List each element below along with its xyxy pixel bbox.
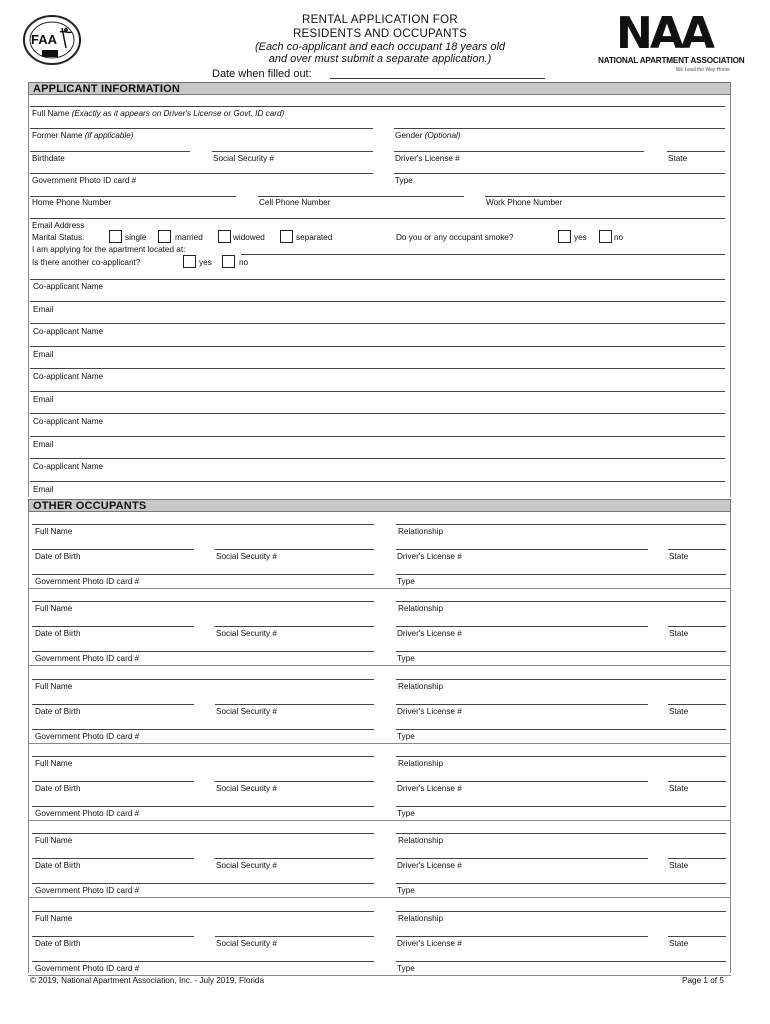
- work-phone-field[interactable]: [485, 196, 725, 197]
- occupant-ssn-label: Social Security #: [216, 552, 277, 561]
- occupant-drivers-license-label: Driver's License #: [397, 939, 462, 948]
- occupant-gov-id-field[interactable]: [32, 651, 374, 652]
- occupant-ssn-label: Social Security #: [216, 707, 277, 716]
- occupant-drivers-license-field[interactable]: [396, 704, 648, 705]
- coapplicant-divider: [30, 279, 725, 280]
- occupant-id-type-field[interactable]: [396, 806, 726, 807]
- former-name-label: Former Name (if applicable): [32, 131, 134, 140]
- occupant-id-type-label: Type: [397, 654, 415, 663]
- occupant-id-type-field[interactable]: [396, 961, 726, 962]
- coapplicant-email-label: Email: [33, 485, 54, 494]
- occupant-id-type-label: Type: [397, 577, 415, 586]
- occupant-full-name-field[interactable]: [32, 524, 374, 525]
- occupant-full-name-field[interactable]: [32, 833, 374, 834]
- occupant-gov-id-field[interactable]: [32, 574, 374, 575]
- occupant-gov-id-field[interactable]: [32, 961, 374, 962]
- occupant-relationship-label: Relationship: [398, 604, 444, 613]
- marital-single-checkbox[interactable]: [109, 230, 122, 243]
- state-label: State: [668, 154, 688, 163]
- occupant-dob-label: Date of Birth: [35, 861, 81, 870]
- occupant-ssn-label: Social Security #: [216, 784, 277, 793]
- occupant-relationship-field[interactable]: [396, 679, 726, 680]
- id-type-label: Type: [395, 176, 413, 185]
- coapplicant-no-label: no: [239, 258, 249, 267]
- apartment-location-label: I am applying for the apartment located at:: [32, 245, 186, 254]
- full-name-field[interactable]: [30, 106, 725, 107]
- occupant-full-name-field[interactable]: [32, 911, 374, 912]
- occupant-dob-field[interactable]: [32, 936, 194, 937]
- coapplicant-name-label: Co-applicant Name: [33, 282, 104, 291]
- gender-field[interactable]: [394, 128, 725, 129]
- occupant-dob-field[interactable]: [32, 781, 194, 782]
- coapplicant-email-field[interactable]: [30, 413, 725, 414]
- occupant-dob-label: Date of Birth: [35, 707, 81, 716]
- gov-id-label: Government Photo ID card #: [32, 176, 137, 185]
- occupant-dob-label: Date of Birth: [35, 629, 81, 638]
- occupants-section-header: OTHER OCCUPANTS: [28, 499, 731, 512]
- copyright-text: © 2019, National Apartment Association, Inc. - July 2019, Florida: [30, 976, 265, 985]
- subtitle-line-2: and over must submit a separate application.): [268, 53, 492, 65]
- occupant-state-field[interactable]: [668, 549, 726, 550]
- occupant-state-label: State: [669, 707, 689, 716]
- occupant-gov-id-label: Government Photo ID card #: [35, 964, 140, 973]
- occupant-ssn-label: Social Security #: [216, 939, 277, 948]
- page-number: Page 1 of 5: [682, 976, 724, 985]
- occupant-drivers-license-label: Driver's License #: [397, 784, 462, 793]
- occupant-drivers-license-field[interactable]: [396, 936, 648, 937]
- occupant-relationship-label: Relationship: [398, 759, 444, 768]
- occupant-ssn-field[interactable]: [215, 704, 374, 705]
- coapplicant-name-field[interactable]: [30, 436, 725, 437]
- occupant-state-field[interactable]: [668, 626, 726, 627]
- occupant-full-name-field[interactable]: [32, 601, 374, 602]
- full-name-label: Full Name (Exactly as it appears on Driver's License or Govt. ID card): [32, 109, 285, 118]
- occupant-id-type-field[interactable]: [396, 651, 726, 652]
- occupant-gov-id-field[interactable]: [32, 729, 374, 730]
- smoke-yes-label: yes: [574, 233, 587, 242]
- occupant-dob-field[interactable]: [32, 626, 194, 627]
- marital-married-label: married: [175, 233, 203, 242]
- coapplicant-yes-label: yes: [199, 258, 212, 267]
- birthdate-label: Birthdate: [32, 154, 65, 163]
- occupant-full-name-label: Full Name: [35, 604, 73, 613]
- occupant-ssn-field[interactable]: [215, 858, 374, 859]
- state-field[interactable]: [667, 151, 725, 152]
- coapplicant-name-label: Co-applicant Name: [33, 372, 104, 381]
- frame-left: [28, 95, 29, 497]
- occupant-dob-label: Date of Birth: [35, 784, 81, 793]
- smoke-no-label: no: [614, 233, 624, 242]
- coapplicant-email-field[interactable]: [30, 323, 725, 324]
- occupant-divider: [28, 588, 731, 589]
- marital-separated-checkbox[interactable]: [280, 230, 293, 243]
- ssn-label: Social Security #: [213, 154, 274, 163]
- title-line-2: RESIDENTS AND OCCUPANTS: [292, 28, 468, 40]
- coapplicant-name-field[interactable]: [30, 391, 725, 392]
- occupant-drivers-license-label: Driver's License #: [397, 552, 462, 561]
- coapplicant-name-label: Co-applicant Name: [33, 462, 104, 471]
- coapplicant-name-field[interactable]: [30, 301, 725, 302]
- occupant-id-type-label: Type: [397, 732, 415, 741]
- occupant-gov-id-field[interactable]: [32, 883, 374, 884]
- occupant-full-name-label: Full Name: [35, 527, 73, 536]
- coapplicant-email-field[interactable]: [30, 368, 725, 369]
- work-phone-label: Work Phone Number: [486, 198, 563, 207]
- cell-phone-label: Cell Phone Number: [259, 198, 331, 207]
- coapplicant-name-label: Co-applicant Name: [33, 327, 104, 336]
- naa-logo-tagline: We Lead the Way Home: [675, 67, 730, 73]
- occupant-gov-id-field[interactable]: [32, 806, 374, 807]
- occupant-drivers-license-field[interactable]: [396, 626, 648, 627]
- occupant-state-label: State: [669, 784, 689, 793]
- occupant-relationship-label: Relationship: [398, 682, 444, 691]
- coapplicant-email-label: Email: [33, 395, 54, 404]
- occupant-gov-id-label: Government Photo ID card #: [35, 577, 140, 586]
- occupant-full-name-field[interactable]: [32, 679, 374, 680]
- occupant-dob-field[interactable]: [32, 549, 194, 550]
- occupant-state-field[interactable]: [668, 858, 726, 859]
- occupant-id-type-label: Type: [397, 809, 415, 818]
- coapplicant-yes-checkbox[interactable]: [183, 255, 196, 268]
- title-line-1: RENTAL APPLICATION FOR: [302, 14, 458, 26]
- coapplicant-name-label: Co-applicant Name: [33, 417, 104, 426]
- faa-logo-text: FAA: [31, 32, 57, 47]
- coapplicant-question-label: Is there another co-applicant?: [32, 258, 141, 267]
- ssn-field[interactable]: [212, 151, 373, 152]
- apartment-location-field[interactable]: [241, 254, 725, 255]
- occupant-relationship-field[interactable]: [396, 911, 726, 912]
- occupant-id-type-field[interactable]: [396, 729, 726, 730]
- coapplicant-name-field[interactable]: [30, 346, 725, 347]
- occupant-gov-id-label: Government Photo ID card #: [35, 809, 140, 818]
- occupant-divider: [28, 897, 731, 898]
- drivers-license-label: Driver's License #: [395, 154, 460, 163]
- date-filled-field[interactable]: [330, 78, 545, 79]
- occupant-dob-field[interactable]: [32, 704, 194, 705]
- occupant-id-type-label: Type: [397, 964, 415, 973]
- naa-logo-name: NATIONAL APARTMENT ASSOCIATION: [598, 56, 745, 65]
- occupant-id-type-field[interactable]: [396, 574, 726, 575]
- occupant-relationship-label: Relationship: [398, 836, 444, 845]
- faa-logo: [22, 14, 82, 66]
- occupant-full-name-field[interactable]: [32, 756, 374, 757]
- gov-id-field[interactable]: [30, 173, 373, 174]
- smoke-yes-checkbox[interactable]: [558, 230, 571, 243]
- coapplicant-email-field[interactable]: [30, 458, 725, 459]
- email-field[interactable]: [30, 218, 725, 219]
- occupant-ssn-field[interactable]: [215, 936, 374, 937]
- occupant-gov-id-label: Government Photo ID card #: [35, 654, 140, 663]
- naa-logo-wordmark: NAA: [616, 8, 712, 59]
- occupant-relationship-field[interactable]: [396, 524, 726, 525]
- marital-status-label: Marital Status:: [32, 233, 85, 242]
- occupant-dob-label: Date of Birth: [35, 939, 81, 948]
- occupant-relationship-label: Relationship: [398, 914, 444, 923]
- occupant-divider: [28, 743, 731, 744]
- marital-widowed-checkbox[interactable]: [218, 230, 231, 243]
- coapplicant-name-field[interactable]: [30, 481, 725, 482]
- applicant-section-header: APPLICANT INFORMATION: [28, 82, 731, 95]
- marital-separated-label: separated: [296, 233, 333, 242]
- occupant-id-type-field[interactable]: [396, 883, 726, 884]
- coapplicant-email-label: Email: [33, 305, 54, 314]
- occupant-ssn-label: Social Security #: [216, 861, 277, 870]
- occupant-gov-id-label: Government Photo ID card #: [35, 732, 140, 741]
- email-label: Email Address: [32, 221, 85, 230]
- occupant-state-label: State: [669, 939, 689, 948]
- drivers-license-field[interactable]: [394, 151, 644, 152]
- occupant-dob-label: Date of Birth: [35, 552, 81, 561]
- occupant-drivers-license-label: Driver's License #: [397, 861, 462, 870]
- coapplicant-email-label: Email: [33, 350, 54, 359]
- occupant-ssn-field[interactable]: [215, 626, 374, 627]
- marital-widowed-label: widowed: [233, 233, 265, 242]
- occupant-divider: [28, 820, 731, 821]
- occupant-ssn-label: Social Security #: [216, 629, 277, 638]
- occupant-divider: [28, 665, 731, 666]
- occupant-relationship-field[interactable]: [396, 601, 726, 602]
- occupant-drivers-license-field[interactable]: [396, 781, 648, 782]
- occupant-drivers-license-field[interactable]: [396, 858, 648, 859]
- occupant-full-name-label: Full Name: [35, 836, 73, 845]
- occupant-ssn-field[interactable]: [215, 549, 374, 550]
- occupant-state-field[interactable]: [668, 704, 726, 705]
- occupant-full-name-label: Full Name: [35, 682, 73, 691]
- smoke-question-label: Do you or any occupant smoke?: [396, 233, 514, 242]
- home-phone-label: Home Phone Number: [32, 198, 112, 207]
- occupant-state-label: State: [669, 552, 689, 561]
- occupant-relationship-field[interactable]: [396, 756, 726, 757]
- cell-phone-field[interactable]: [258, 196, 464, 197]
- former-name-field[interactable]: [30, 128, 373, 129]
- occupant-state-label: State: [669, 861, 689, 870]
- occupant-drivers-license-label: Driver's License #: [397, 629, 462, 638]
- occupant-ssn-field[interactable]: [215, 781, 374, 782]
- occupant-full-name-label: Full Name: [35, 914, 73, 923]
- occupant-full-name-label: Full Name: [35, 759, 73, 768]
- smoke-no-checkbox[interactable]: [599, 230, 612, 243]
- subtitle-line-1: (Each co-applicant and each occupant 18 years old: [254, 41, 506, 53]
- occupant-drivers-license-field[interactable]: [396, 549, 648, 550]
- home-phone-field[interactable]: [30, 196, 236, 197]
- coapplicant-email-label: Email: [33, 440, 54, 449]
- marital-single-label: single: [125, 233, 147, 242]
- date-filled-label: Date when filled out:: [212, 68, 312, 80]
- occupant-state-field[interactable]: [668, 781, 726, 782]
- naa-logo: [598, 8, 745, 74]
- occupant-relationship-label: Relationship: [398, 527, 444, 536]
- occupant-id-type-label: Type: [397, 886, 415, 895]
- occupant-gov-id-label: Government Photo ID card #: [35, 886, 140, 895]
- birthdate-field[interactable]: [30, 151, 190, 152]
- occupant-dob-field[interactable]: [32, 858, 194, 859]
- occupant-relationship-field[interactable]: [396, 833, 726, 834]
- frame-right: [730, 95, 731, 497]
- occupant-drivers-license-label: Driver's License #: [397, 707, 462, 716]
- occupant-state-label: State: [669, 629, 689, 638]
- occupant-state-field[interactable]: [668, 936, 726, 937]
- id-type-field[interactable]: [394, 173, 725, 174]
- gender-label: Gender (Optional): [395, 131, 461, 140]
- marital-married-checkbox[interactable]: [158, 230, 171, 243]
- coapplicant-no-checkbox[interactable]: [222, 255, 235, 268]
